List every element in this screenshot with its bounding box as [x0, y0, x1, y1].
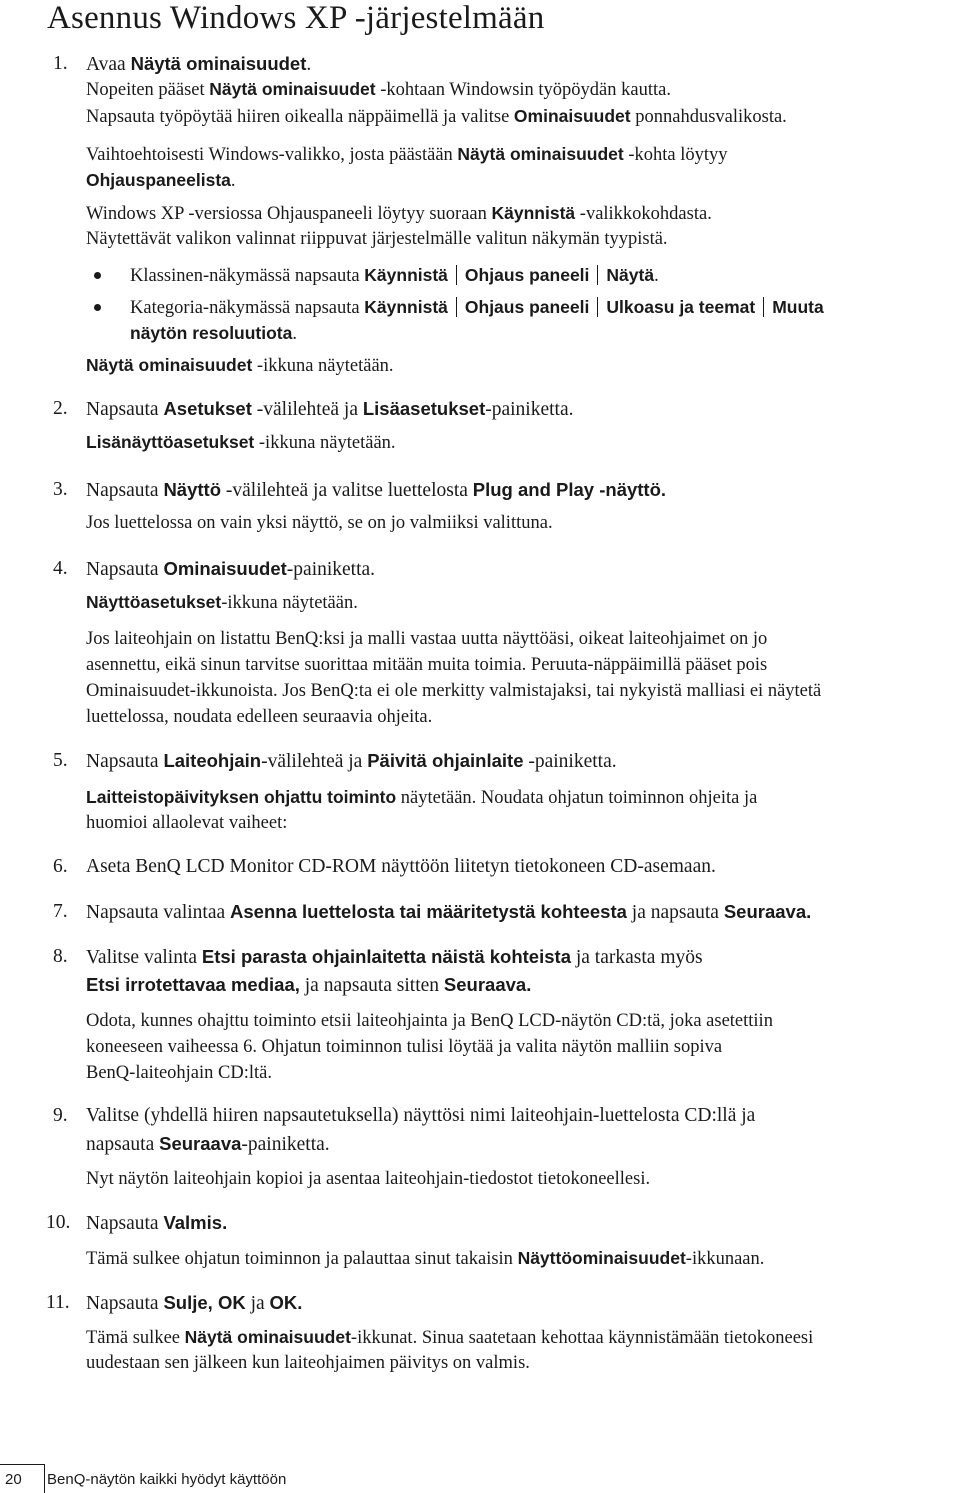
- step-11-note-cont: uudestaan sen jälkeen kun laiteohjaimen päivitys on valmis.: [86, 1353, 530, 1373]
- step-10-note: Tämä sulkee ohjatun toiminnon ja palauttaa sinut takaisin Näyttöominaisuudet-ikkunaan.: [86, 1248, 765, 1269]
- step-8-para-2: koneeseen vaiheessa 6. Ohjatun toiminnon tulisi löytää ja valita näytön malliin sopiva: [86, 1037, 723, 1057]
- step-2-result: Lisänäyttöasetukset -ikkuna näytetään.: [86, 432, 396, 453]
- step-1-number: 1.: [53, 53, 68, 74]
- step-9-note: Nyt näytön laiteohjain kopioi ja asentaa laiteohjain-tiedostot tietokoneellesi.: [86, 1169, 651, 1189]
- step-9-heading: Valitse (yhdellä hiiren napsautetuksella) näyttösi nimi laiteohjain-luettelosta CD:llä ja: [86, 1105, 756, 1126]
- step-5-number: 5.: [53, 750, 68, 771]
- page-title: Asennus Windows XP -järjestelmään: [47, 0, 545, 36]
- step-1-line-3: Vaihtoehtoisesti Windows-valikko, josta päästään Näytä ominaisuudet -kohta löytyy: [86, 144, 728, 165]
- step-1-line-1: Nopeiten pääset Näytä ominaisuudet -kohtaan Windowsin työpöydän kautta.: [86, 79, 671, 100]
- bullet-1-text: Klassinen-näkymässä napsauta Käynnistä Ohjaus paneeli Näytä.: [130, 265, 659, 286]
- step-4-para-1: Jos laiteohjain on listattu BenQ:ksi ja malli vastaa uutta näyttöäsi, oikeat laiteohjaimet on jo: [86, 629, 768, 649]
- footer-title: BenQ-näytön kaikki hyödyt käyttöön: [47, 1471, 287, 1488]
- step-11-heading: Napsauta Sulje, OK ja OK.: [86, 1292, 303, 1314]
- step-5-heading: Napsauta Laiteohjain-välilehteä ja Päivitä ohjainlaite -painiketta.: [86, 750, 617, 772]
- bullet-2-text-cont: näytön resoluutiota.: [130, 323, 297, 344]
- step-7-number: 7.: [53, 901, 68, 922]
- step-3-note: Jos luettelossa on vain yksi näyttö, se on jo valmiiksi valittuna.: [86, 513, 553, 533]
- step-3-heading: Napsauta Näyttö -välilehteä ja valitse luettelosta Plug and Play -näyttö.: [86, 479, 667, 501]
- step-5-result: Laitteistopäivityksen ohjattu toiminto näytetään. Noudata ohjatun toiminnon ohjeita ja: [86, 787, 758, 808]
- step-3-number: 3.: [53, 479, 68, 500]
- step-1-line-4: Ohjauspaneelista.: [86, 170, 236, 191]
- step-5-result-cont: huomioi allaolevat vaiheet:: [86, 813, 288, 833]
- step-10-heading: Napsauta Valmis.: [86, 1212, 228, 1234]
- step-4-para-4: luettelossa, noudata edelleen seuraavia ohjeita.: [86, 707, 433, 727]
- step-6-heading: Aseta BenQ LCD Monitor CD-ROM näyttöön liitetyn tietokoneen CD-asemaan.: [86, 856, 716, 877]
- bullet-2-text: Kategoria-näkymässä napsauta Käynnistä Ohjaus paneeli Ulkoasu ja teemat Muuta: [130, 297, 824, 318]
- step-8-heading: Valitse valinta Etsi parasta ohjainlaitetta näistä kohteista ja tarkasta myös: [86, 946, 703, 968]
- step-4-number: 4.: [53, 558, 68, 579]
- step-9-heading-cont: napsauta Seuraava-painiketta.: [86, 1133, 330, 1155]
- bullet-2: [94, 304, 101, 311]
- step-2-heading: Napsauta Asetukset -välilehteä ja Lisäasetukset-painiketta.: [86, 398, 574, 420]
- step-7-heading: Napsauta valintaa Asenna luettelosta tai määritetystä kohteesta ja napsauta Seuraava.: [86, 901, 812, 923]
- step-4-para-2: asennettu, eikä sinun tarvitse suorittaa mitään muita toimia. Peruuta-näppäimillä pääset pois: [86, 655, 768, 675]
- step-8-number: 8.: [53, 946, 68, 967]
- step-11-number: 11.: [46, 1292, 70, 1313]
- step-11-note: Tämä sulkee Näytä ominaisuudet-ikkunat. Sinua saatetaan kehottaa käynnistämään tietokoneesi: [86, 1327, 814, 1348]
- step-10-number: 10.: [46, 1212, 71, 1233]
- step-9-number: 9.: [53, 1105, 68, 1126]
- footer-divider: [44, 1464, 45, 1493]
- step-1-result: Näytä ominaisuudet -ikkuna näytetään.: [86, 355, 394, 376]
- step-1-line-2: Napsauta työpöytää hiiren oikealla näppäimellä ja valitse Ominaisuudet ponnahdusvalikosta.: [86, 106, 787, 127]
- step-4-result: Näyttöasetukset-ikkuna näytetään.: [86, 592, 358, 613]
- bullet-1: [94, 272, 101, 279]
- page-number: 20: [5, 1471, 22, 1488]
- footer-rule: [0, 1464, 44, 1465]
- step-6-number: 6.: [53, 856, 68, 877]
- step-8-para-3: BenQ-laiteohjain CD:ltä.: [86, 1063, 272, 1083]
- step-8-heading-cont: Etsi irrotettavaa mediaa, ja napsauta sitten Seuraava.: [86, 974, 532, 996]
- step-4-para-3: Ominaisuudet-ikkunoista. Jos BenQ:ta ei ole merkitty valmistajaksi, tai nykyistä malliasi ei näytetä: [86, 681, 822, 701]
- step-1-line-5: Windows XP -versiossa Ohjauspaneeli löytyy suoraan Käynnistä -valikkokohdasta.: [86, 203, 712, 224]
- step-1-heading: Avaa Näytä ominaisuudet.: [86, 53, 312, 75]
- step-2-number: 2.: [53, 398, 68, 419]
- step-1-line-6: Näytettävät valikon valinnat riippuvat järjestelmälle valitun näkymän tyypistä.: [86, 229, 668, 249]
- step-8-para-1: Odota, kunnes ohajttu toiminto etsii laiteohjainta ja BenQ LCD-näytön CD:tä, joka asetettiin: [86, 1011, 773, 1031]
- step-4-heading: Napsauta Ominaisuudet-painiketta.: [86, 558, 376, 580]
